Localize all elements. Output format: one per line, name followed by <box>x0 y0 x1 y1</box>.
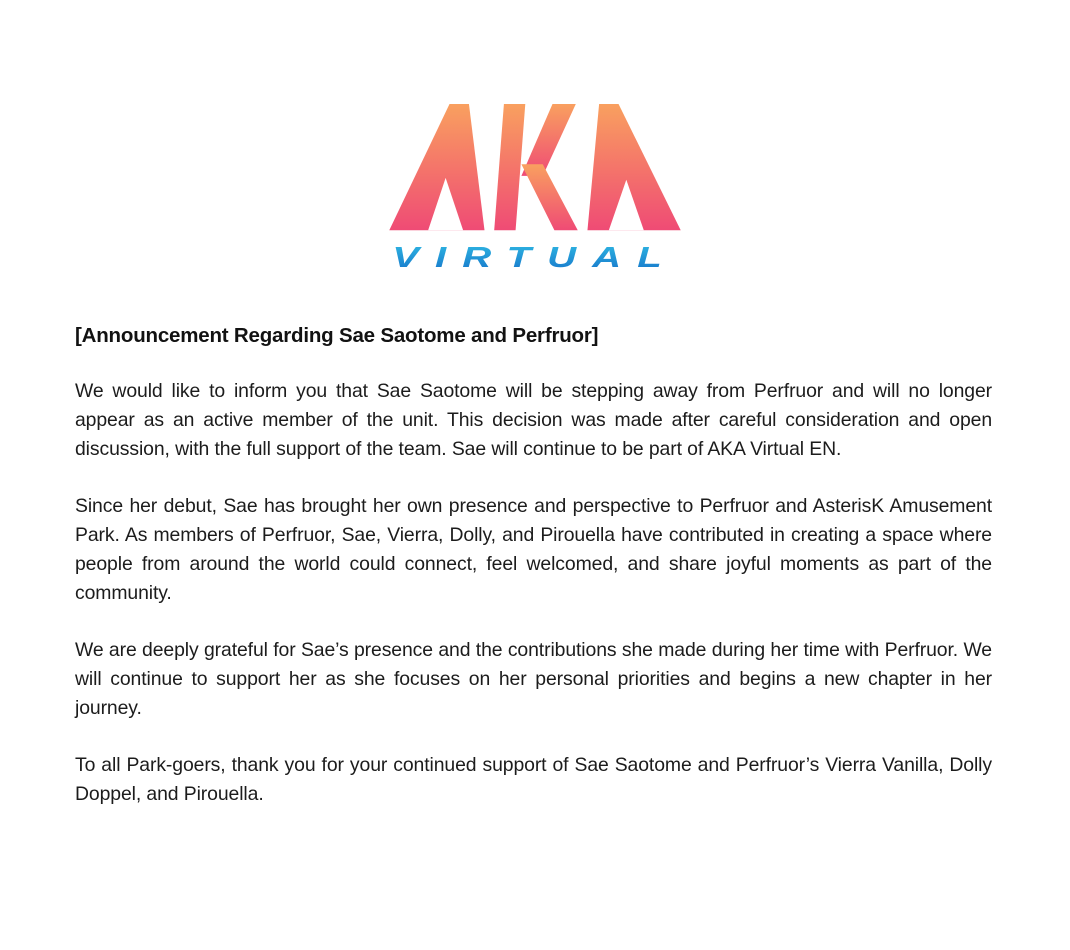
announcement-headline: [Announcement Regarding Sae Saotome and Perfruor] <box>75 324 599 347</box>
announcement-paragraph-1: We would like to inform you that Sae Saotome will be stepping away from Perfruor and will no longer appear as an active member of the unit. This decision was made after careful consideration and open discussion, with the full support of the team. Sae will continue to be part of AKA Virtual EN. <box>75 380 992 460</box>
announcement-paragraph-4: To all Park-goers, thank you for your continued support of Sae Saotome and Perfruor’s Vierra Vanilla, Dolly Doppel, and Pirouella. <box>75 754 992 805</box>
announcement-paragraph-2: Since her debut, Sae has brought her own presence and perspective to Perfruor and AsterisK Amusement Park. As members of Perfruor, Sae, Vierra, Dolly, and Pirouella have contributed in creating a space where people from around the world could connect, feel welcomed, and share joyful moments as part of the community. <box>75 495 992 604</box>
announcement-body <box>75 323 992 809</box>
announcement-paragraph-3: We are deeply grateful for Sae’s presence and the contributions she made during her time with Perfruor. We will continue to support her as she focuses on her personal priorities and begins a new chapter in her journey. <box>75 639 992 719</box>
logo-container <box>0 0 1070 279</box>
logo-virtual-text: VIRTUAL <box>392 242 678 274</box>
aka-virtual-logo <box>389 104 681 274</box>
